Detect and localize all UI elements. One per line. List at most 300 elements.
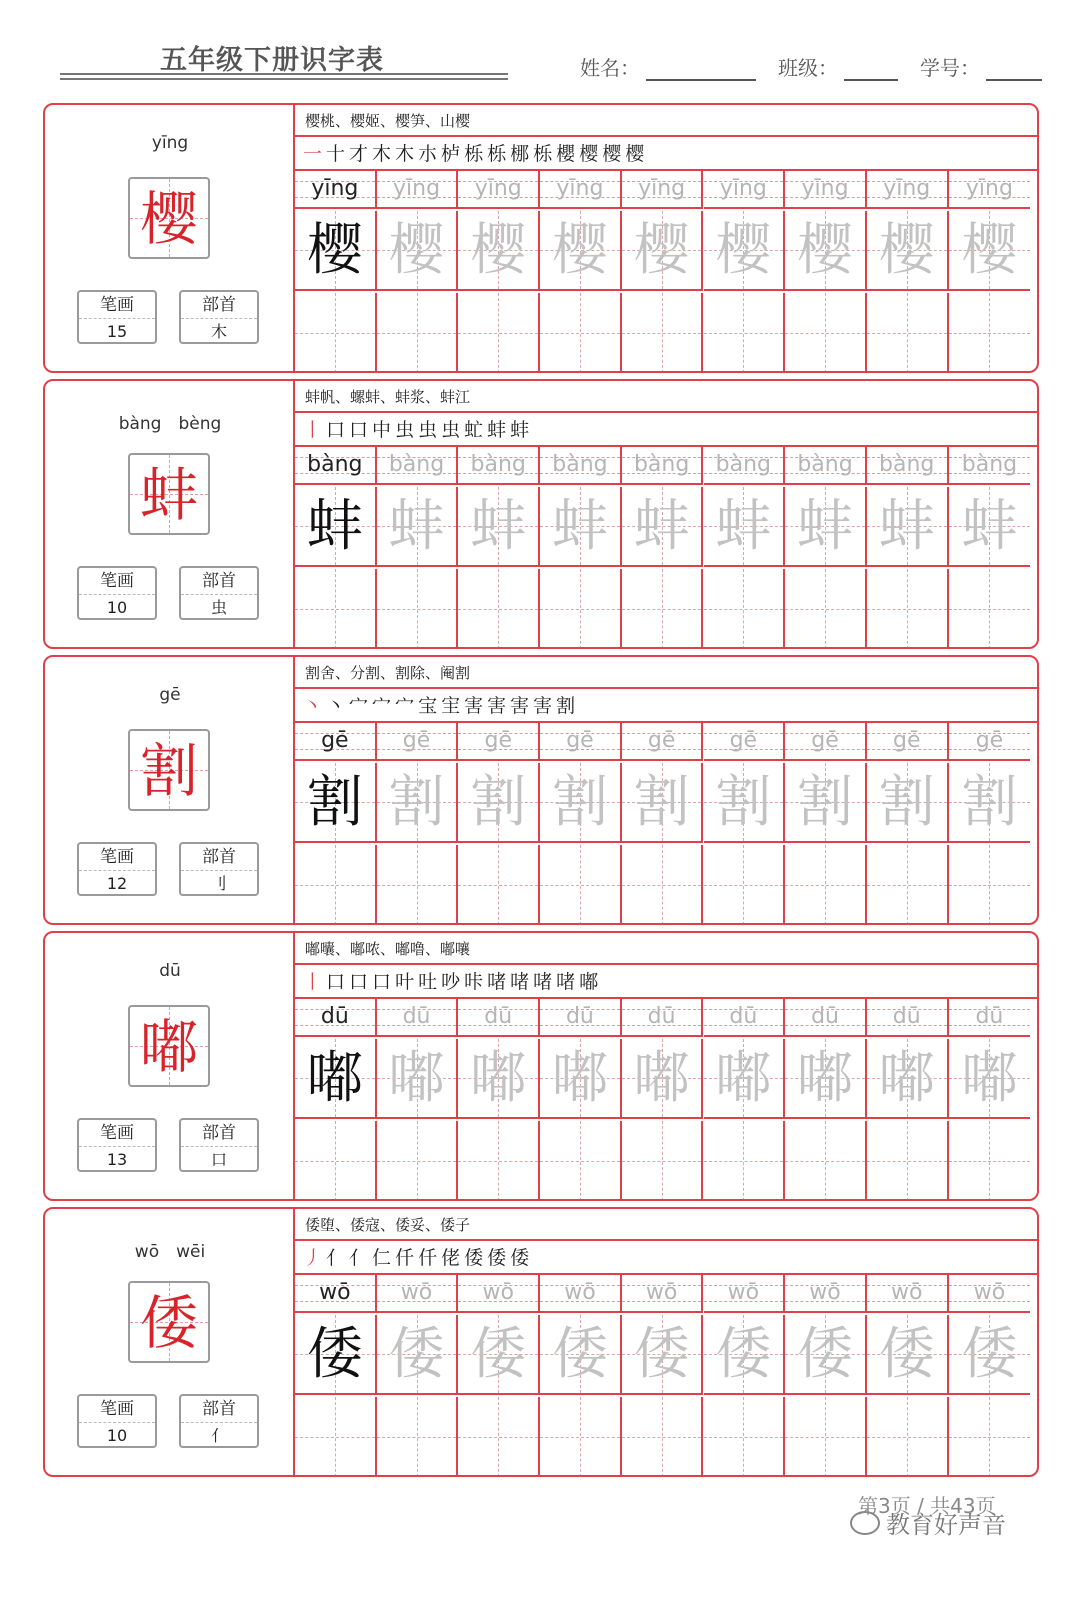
word-list: 樱桃、樱姬、樱笋、山樱 (295, 105, 1037, 137)
char-trace: 樱 (551, 218, 608, 283)
practice-panel (295, 933, 1037, 1199)
char-trace: 倭 (878, 1322, 935, 1387)
char-cell[interactable] (377, 763, 459, 843)
radical-label: 部首 (181, 292, 257, 319)
blank-char-cell[interactable] (458, 293, 540, 373)
stroke-order (295, 689, 1037, 723)
char-cell[interactable] (540, 1039, 622, 1119)
radical-box (179, 566, 259, 620)
pinyin-trace: gē (729, 728, 758, 753)
stroke-step: 木 (395, 143, 419, 165)
char-cell[interactable] (540, 211, 622, 291)
radical-box (179, 1118, 259, 1172)
strokes-box (77, 842, 157, 896)
pinyin-cell[interactable] (458, 723, 540, 761)
stroke-step: 栎 (487, 143, 511, 165)
char-cell[interactable] (295, 1315, 377, 1395)
pinyin-cell[interactable] (949, 999, 1031, 1037)
pinyin-cell[interactable] (949, 1275, 1031, 1313)
stroke-step: 木 (372, 143, 396, 165)
char-cell[interactable] (785, 1315, 867, 1395)
char-trace: 割 (797, 770, 854, 835)
strokes-label: 笔画 (79, 292, 155, 319)
blank-char-cell[interactable] (458, 845, 540, 925)
main-char: 樱 (139, 185, 198, 253)
main-char: 割 (139, 737, 198, 805)
pinyin-cell[interactable] (377, 171, 459, 209)
pinyin-trace: bàng (879, 452, 935, 477)
pinyin-trace: dū (811, 1004, 839, 1029)
blank-char-cell[interactable] (785, 845, 867, 925)
radical-value: 木 (210, 322, 227, 341)
info-field-label: 班级： (778, 56, 838, 80)
blank-char-cell[interactable] (785, 1397, 867, 1477)
pinyin-cell[interactable] (540, 999, 622, 1037)
char-cell[interactable] (458, 487, 540, 567)
blank-char-cell[interactable] (622, 1121, 704, 1201)
char-cell[interactable] (377, 211, 459, 291)
stroke-step: 口 (326, 971, 350, 993)
blank-char-cell[interactable] (949, 845, 1031, 925)
blank-char-cell[interactable] (704, 569, 786, 649)
char-cell[interactable] (458, 1039, 540, 1119)
char-trace: 樱 (388, 218, 445, 283)
blank-char-cell[interactable] (704, 1397, 786, 1477)
char-pinyin: dū (159, 961, 181, 981)
char-trace: 蚌 (878, 494, 935, 559)
stroke-step: 蚌 (510, 419, 534, 441)
stroke-step: 櫻 (556, 143, 580, 165)
strokes-count: 10 (106, 1426, 128, 1445)
char-cell[interactable] (785, 763, 867, 843)
pinyin-cell[interactable] (540, 723, 622, 761)
stroke-step: 丿 (303, 1247, 327, 1269)
stroke-step: 十 (326, 143, 350, 165)
stroke-step: 樱 (579, 143, 603, 165)
blank-char-cell[interactable] (377, 845, 459, 925)
strokes-label: 笔画 (79, 568, 155, 595)
char-cell[interactable] (377, 1315, 459, 1395)
stroke-step: 口 (349, 971, 373, 993)
pinyin-cell[interactable] (458, 999, 540, 1037)
pinyin-cell[interactable] (949, 723, 1031, 761)
pinyin-trace: wō (400, 1280, 433, 1305)
char-cell[interactable] (622, 763, 704, 843)
blank-char-cell[interactable] (785, 569, 867, 649)
char-trace: 割 (470, 770, 527, 835)
blank-char-cell[interactable] (867, 569, 949, 649)
page-title: 五年级下册识字表 (160, 45, 384, 76)
stroke-order (295, 1241, 1037, 1275)
char-cell[interactable] (949, 1039, 1031, 1119)
title-rule-top (60, 73, 508, 75)
strokes-box (77, 290, 157, 344)
char-cell[interactable] (867, 1039, 949, 1119)
pinyin-cell[interactable] (867, 447, 949, 485)
char-trace: 樱 (306, 218, 363, 283)
pinyin-trace: dū (647, 1004, 676, 1029)
stroke-order (295, 965, 1037, 999)
pinyin-cell[interactable] (785, 447, 867, 485)
practice-grid[interactable] (295, 723, 1037, 923)
stroke-step: 虫 (441, 419, 465, 441)
info-field-label: 姓名： (580, 56, 640, 80)
char-trace: 蚌 (388, 494, 445, 559)
blank-char-cell[interactable] (377, 1121, 459, 1201)
char-info-panel (45, 933, 295, 1199)
char-trace: 嘟 (306, 1046, 363, 1111)
blank-char-cell[interactable] (867, 293, 949, 373)
char-cell[interactable] (622, 487, 704, 567)
stroke-step: 嘟 (579, 971, 603, 993)
stroke-step: 朩 (418, 143, 442, 165)
char-cell[interactable] (540, 487, 622, 567)
char-trace: 樱 (633, 218, 690, 283)
pinyin-cell[interactable] (295, 723, 377, 761)
pinyin-trace: yīng (638, 176, 686, 201)
char-trace: 樱 (470, 218, 527, 283)
char-trace: 嘟 (388, 1046, 445, 1111)
stroke-step: 宝 (418, 695, 442, 717)
pinyin-cell[interactable] (458, 171, 540, 209)
blank-char-cell[interactable] (458, 1397, 540, 1477)
blank-char-cell[interactable] (949, 1121, 1031, 1201)
pinyin-cell[interactable] (295, 171, 377, 209)
pinyin-trace: bàng (307, 452, 363, 477)
pinyin-cell[interactable] (540, 1275, 622, 1313)
blank-char-cell[interactable] (622, 569, 704, 649)
strokes-label: 笔画 (79, 1396, 155, 1423)
blank-char-cell[interactable] (704, 293, 786, 373)
pinyin-trace: yīng (556, 176, 604, 201)
pinyin-cell[interactable] (622, 999, 704, 1037)
stroke-step: 宀 (395, 695, 419, 717)
pinyin-cell[interactable] (867, 999, 949, 1037)
stroke-step: 蚌 (487, 419, 511, 441)
stroke-step: 丶 (326, 695, 350, 717)
pinyin-trace: yīng (474, 176, 522, 201)
blank-char-cell[interactable] (295, 845, 377, 925)
char-card (43, 103, 1039, 373)
word-list: 割舍、分割、割除、阉割 (295, 657, 1037, 689)
char-trace: 樱 (715, 218, 772, 283)
char-info-panel (45, 105, 295, 371)
strokes-count: 13 (106, 1150, 128, 1169)
char-trace: 嘟 (470, 1046, 527, 1111)
char-trace: 嘟 (878, 1046, 935, 1111)
stroke-step: 叶 (395, 971, 419, 993)
pinyin-cell[interactable] (704, 447, 786, 485)
blank-char-cell[interactable] (785, 1121, 867, 1201)
pinyin-cell[interactable] (540, 171, 622, 209)
char-trace: 蚌 (306, 494, 363, 559)
char-cell[interactable] (949, 211, 1031, 291)
stroke-order (295, 413, 1037, 447)
blank-char-cell[interactable] (867, 1397, 949, 1477)
page-number: 第3页 / 共43页 (858, 1494, 996, 1518)
blank-char-cell[interactable] (949, 293, 1031, 373)
char-cell[interactable] (377, 487, 459, 567)
blank-char-cell[interactable] (295, 1121, 377, 1201)
char-cell[interactable] (867, 763, 949, 843)
pinyin-trace: wō (564, 1280, 596, 1305)
char-cell[interactable] (295, 763, 377, 843)
char-pinyin: yīng (151, 133, 189, 153)
char-cell[interactable] (540, 1315, 622, 1395)
stroke-step: 仟 (395, 1247, 419, 1269)
pinyin-trace: bàng (552, 452, 608, 477)
char-trace: 倭 (551, 1322, 608, 1387)
stroke-step: 害 (510, 695, 534, 717)
char-cell[interactable] (540, 763, 622, 843)
practice-grid[interactable] (295, 171, 1037, 371)
char-cell[interactable] (458, 763, 540, 843)
pinyin-trace: yīng (393, 176, 441, 201)
word-list: 嘟囔、嘟哝、嘟噜、嘟嚷 (295, 933, 1037, 965)
stroke-step: 吵 (441, 971, 465, 993)
pinyin-cell[interactable] (704, 171, 786, 209)
char-cell[interactable] (949, 763, 1031, 843)
stroke-step: 倭 (487, 1247, 511, 1269)
char-cell[interactable] (867, 487, 949, 567)
radical-label: 部首 (181, 1120, 257, 1147)
strokes-box (77, 1118, 157, 1172)
pinyin-cell[interactable] (377, 1275, 459, 1313)
char-cell[interactable] (622, 211, 704, 291)
stroke-step: 宀 (372, 695, 396, 717)
blank-char-cell[interactable] (867, 1121, 949, 1201)
pinyin-cell[interactable] (622, 171, 704, 209)
char-cell[interactable] (785, 1039, 867, 1119)
char-trace: 割 (551, 770, 608, 835)
info-field-0[interactable] (580, 52, 756, 81)
char-trace: 割 (715, 770, 772, 835)
char-trace: 倭 (470, 1322, 527, 1387)
pinyin-trace: dū (892, 1004, 921, 1029)
stroke-step: 虫 (418, 419, 442, 441)
char-trace: 蚌 (470, 494, 527, 559)
pinyin-trace: dū (402, 1004, 431, 1029)
blank-char-cell[interactable] (540, 1397, 622, 1477)
pinyin-trace: yīng (311, 176, 359, 201)
watermark-text: 教育好声音 (886, 1511, 1006, 1539)
char-cell[interactable] (704, 1039, 786, 1119)
pinyin-cell[interactable] (704, 999, 786, 1037)
pinyin-cell[interactable] (295, 1275, 377, 1313)
practice-grid[interactable] (295, 1275, 1037, 1475)
char-cell[interactable] (377, 1039, 459, 1119)
blank-char-cell[interactable] (295, 1397, 377, 1477)
char-cell[interactable] (867, 1315, 949, 1395)
pinyin-trace: bàng (797, 452, 853, 477)
main-char: 倭 (139, 1289, 198, 1357)
stroke-step: 吐 (418, 971, 442, 993)
pinyin-cell[interactable] (867, 171, 949, 209)
pinyin-cell[interactable] (622, 1275, 704, 1313)
stroke-step: 中 (372, 419, 396, 441)
pinyin-cell[interactable] (785, 723, 867, 761)
char-cell[interactable] (704, 211, 786, 291)
char-cell[interactable] (704, 1315, 786, 1395)
stroke-step: 害 (487, 695, 511, 717)
blank-char-cell[interactable] (704, 1121, 786, 1201)
pinyin-trace: wō (482, 1280, 514, 1305)
pinyin-trace: wō (319, 1280, 351, 1305)
info-field-2[interactable] (920, 52, 1042, 81)
pinyin-trace: yīng (965, 176, 1013, 201)
blank-char-cell[interactable] (377, 569, 459, 649)
info-field-blank[interactable] (646, 59, 756, 81)
blank-char-cell[interactable] (540, 569, 622, 649)
blank-char-cell[interactable] (622, 1397, 704, 1477)
char-trace: 嘟 (551, 1046, 608, 1111)
radical-box (179, 290, 259, 344)
char-trace: 倭 (388, 1322, 445, 1387)
stroke-step: 一 (303, 143, 327, 165)
char-trace: 樱 (878, 218, 935, 283)
char-trace: 倭 (306, 1322, 363, 1387)
char-pinyin: gē (159, 685, 181, 705)
char-cell[interactable] (867, 211, 949, 291)
blank-char-cell[interactable] (949, 569, 1031, 649)
info-field-blank[interactable] (844, 59, 898, 81)
stroke-step: 宀 (349, 695, 373, 717)
blank-char-cell[interactable] (295, 569, 377, 649)
strokes-box (77, 566, 157, 620)
stroke-step: 樱 (602, 143, 626, 165)
stroke-step: 樱 (625, 143, 649, 165)
radical-label: 部首 (181, 844, 257, 871)
blank-char-cell[interactable] (458, 569, 540, 649)
info-field-blank[interactable] (986, 59, 1042, 81)
stroke-step: 亻 (349, 1247, 373, 1269)
pinyin-cell[interactable] (704, 1275, 786, 1313)
char-cell[interactable] (704, 487, 786, 567)
stroke-step: 虫 (395, 419, 419, 441)
blank-char-cell[interactable] (540, 293, 622, 373)
pinyin-cell[interactable] (458, 447, 540, 485)
radical-label: 部首 (181, 568, 257, 595)
pinyin-trace: dū (320, 1004, 349, 1029)
pinyin-cell[interactable] (704, 723, 786, 761)
main-char: 蚌 (139, 461, 198, 529)
blank-char-cell[interactable] (458, 1121, 540, 1201)
pinyin-cell[interactable] (377, 447, 459, 485)
blank-char-cell[interactable] (622, 293, 704, 373)
blank-char-cell[interactable] (377, 293, 459, 373)
pinyin-trace: wō (891, 1280, 923, 1305)
stroke-step: 口 (372, 971, 396, 993)
practice-grid[interactable] (295, 999, 1037, 1199)
pinyin-cell[interactable] (867, 723, 949, 761)
pinyin-trace: gē (892, 728, 921, 753)
char-cell[interactable] (295, 1039, 377, 1119)
practice-panel (295, 657, 1037, 923)
char-trace: 蚌 (551, 494, 608, 559)
pinyin-cell[interactable] (295, 999, 377, 1037)
char-cell[interactable] (785, 211, 867, 291)
char-display-box (128, 453, 210, 535)
stroke-step: 啫 (510, 971, 534, 993)
stroke-step: 仟 (418, 1247, 442, 1269)
pinyin-cell[interactable] (949, 447, 1031, 485)
pinyin-cell[interactable] (377, 723, 459, 761)
main-char: 嘟 (139, 1013, 198, 1081)
blank-char-cell[interactable] (540, 1121, 622, 1201)
pinyin-cell[interactable] (458, 1275, 540, 1313)
strokes-count: 15 (106, 322, 128, 341)
char-cell[interactable] (785, 487, 867, 567)
pinyin-cell[interactable] (622, 723, 704, 761)
stroke-step: 啫 (487, 971, 511, 993)
blank-char-cell[interactable] (785, 293, 867, 373)
radical-label: 部首 (181, 1396, 257, 1423)
blank-char-cell[interactable] (704, 845, 786, 925)
pinyin-cell[interactable] (622, 447, 704, 485)
char-cell[interactable] (295, 211, 377, 291)
radical-value: 亻 (210, 1426, 227, 1445)
pinyin-cell[interactable] (377, 999, 459, 1037)
pinyin-cell[interactable] (949, 171, 1031, 209)
pinyin-cell[interactable] (540, 447, 622, 485)
stroke-step: 丨 (303, 971, 327, 993)
char-cell[interactable] (458, 1315, 540, 1395)
char-display-box (128, 1005, 210, 1087)
char-info-panel (45, 657, 295, 923)
pinyin-trace: gē (566, 728, 594, 753)
char-cell[interactable] (949, 1315, 1031, 1395)
pinyin-cell[interactable] (785, 999, 867, 1037)
stroke-step: 虻 (464, 419, 488, 441)
pinyin-trace: yīng (719, 176, 767, 201)
info-field-1[interactable] (778, 52, 898, 81)
practice-grid[interactable] (295, 447, 1037, 647)
blank-char-cell[interactable] (540, 845, 622, 925)
char-trace: 割 (388, 770, 445, 835)
pinyin-trace: gē (321, 728, 349, 753)
radical-value: 虫 (210, 598, 227, 617)
char-cell[interactable] (622, 1315, 704, 1395)
char-trace: 倭 (715, 1322, 772, 1387)
strokes-count: 12 (106, 874, 128, 893)
char-trace: 倭 (961, 1322, 1018, 1387)
pinyin-cell[interactable] (785, 1275, 867, 1313)
pinyin-cell[interactable] (295, 447, 377, 485)
blank-char-cell[interactable] (949, 1397, 1031, 1477)
char-cell[interactable] (622, 1039, 704, 1119)
char-trace: 割 (633, 770, 690, 835)
pinyin-cell[interactable] (785, 171, 867, 209)
char-cell[interactable] (949, 487, 1031, 567)
stroke-step: 啫 (533, 971, 557, 993)
pinyin-trace: gē (647, 728, 676, 753)
char-cell[interactable] (295, 487, 377, 567)
blank-char-cell[interactable] (622, 845, 704, 925)
char-display-box (128, 729, 210, 811)
pinyin-cell[interactable] (867, 1275, 949, 1313)
stroke-step: 口 (349, 419, 373, 441)
stroke-step: 倭 (464, 1247, 488, 1269)
blank-char-cell[interactable] (867, 845, 949, 925)
pinyin-trace: gē (402, 728, 431, 753)
practice-panel (295, 381, 1037, 647)
word-list: 蚌帆、螺蚌、蚌浆、蚌江 (295, 381, 1037, 413)
char-cell[interactable] (458, 211, 540, 291)
blank-char-cell[interactable] (377, 1397, 459, 1477)
char-cell[interactable] (704, 763, 786, 843)
pinyin-trace: dū (729, 1004, 758, 1029)
blank-char-cell[interactable] (295, 293, 377, 373)
